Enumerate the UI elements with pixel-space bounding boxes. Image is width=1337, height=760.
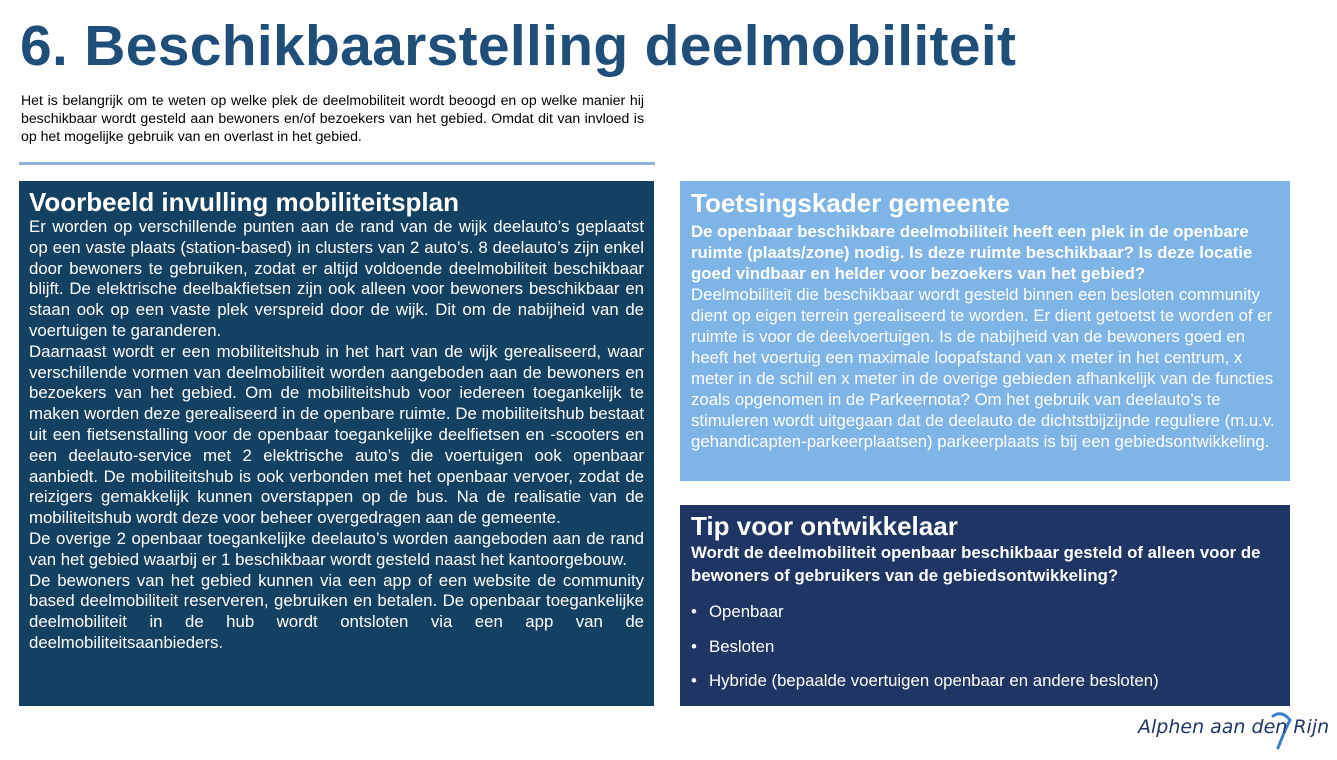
framework-body: Deelmobiliteit die beschikbaar wordt gesteld binnen een besloten community dient op eigen terrein gerealiseerd te worden. Er dient getoetst te worden of er ruimte is voor de deelvoertuigen. Is de nabijheid van de bewoners goed en heeft het voertuig een maximale loopafstand van x meter in het centrum, x meter in de schil en x meter in de overige gebieden afhankelijk van de functies zoals opgenomen in de Parkeernota? Om het gebruik van deelauto’s te stimuleren wordt uitgegaan dat de deelauto de dichtstbijzijnde reguliere (m.u.v. gehandicapten-parkeerplaatsen) parkeerplaats is bij een gebiedsontwikkeling. <box>691 285 1275 451</box>
tip-heading: Tip voor ontwikkelaar <box>691 511 958 541</box>
tip-options-list <box>691 595 1280 699</box>
bullet-icon: • <box>691 602 697 621</box>
option-label: Besloten <box>709 636 775 656</box>
page-title: 6. Beschikbaarstelling deelmobiliteit <box>20 14 1017 78</box>
logo-text: Alphen aan den Rijn <box>1138 716 1330 738</box>
list-item <box>691 630 1280 665</box>
example-paragraph: De overige 2 openbaar toegankelijke deelauto’s worden aangeboden aan de rand van het gebied waarbij er 1 beschikbaar wordt gesteld naast het kantoorgebouw. <box>29 528 644 569</box>
tip-panel <box>680 505 1290 706</box>
framework-question: De openbaar beschikbare deelmobiliteit heeft een plek in de openbare ruimte (plaats/zone) nodig. Is deze ruimte beschikbaar? Is deze locatie goed vindbaar en helder voor bezoekers van het gebied? <box>691 222 1253 283</box>
divider <box>19 162 655 165</box>
tip-question: Wordt de deelmobiliteit openbaar beschikbaar gesteld of alleen voor de bewoners of gebruikers van de gebiedsontwikkeling? <box>691 543 1261 585</box>
framework-heading: Toetsingskader gemeente <box>691 188 1010 218</box>
example-paragraph: De bewoners van het gebied kunnen via een app of een website de community based deelmobiliteit reserveren, gebruiken en betalen. De openbaar toegankelijke deelmobiliteit in de hub wordt ontsloten via een app van de deelmobiliteitsaanbieders. <box>29 570 644 652</box>
example-heading: Voorbeeld invulling mobiliteitsplan <box>29 187 459 217</box>
example-paragraph: Er worden op verschillende punten aan de rand van de wijk deelauto’s geplaatst op een vaste plaats (station-based) in clusters van 2 auto’s. 8 deelauto’s zijn enkel door bewoners te gebruiken, zodat er altijd voldoende deelmobiliteit beschikbaar blijft. De elektrische deelbakfietsen zijn ook alleen voor bewoners beschikbaar en staan ook op een vaste plek verspreid door de wijk. Dit om de nabijheid van de voertuigen te garanderen. <box>29 217 644 340</box>
list-item <box>691 664 1280 699</box>
bullet-icon: • <box>691 636 697 656</box>
list-item <box>691 595 1280 630</box>
option-label: Hybride (bepaalde voertuigen openbaar en andere besloten) <box>709 671 1159 690</box>
bullet-icon: • <box>691 671 697 690</box>
example-panel <box>19 181 654 706</box>
example-paragraph: Daarnaast wordt er een mobiliteitshub in het hart van de wijk gerealiseerd, waar verschillende vormen van deelmobiliteit worden aangeboden aan de bewoners en bezoekers van het gebied. Om de mobiliteitshub voor iedereen toegankelijk te maken worden deze gerealiseerd in de openbare ruimte. De mobiliteitshub bestaat uit een fietsenstalling voor de openbaar toegankelijke deelfietsen en -scooters en een deelauto-service met 2 elektrische auto’s die voertuigen ook openbaar aanbiedt. De mobiliteitshub is ook verbonden met het openbaar vervoer, zodat de reizigers gemakkelijk kunnen overstappen op de bus. Na de realisatie van de mobiliteitshub wordt deze voor beheer overgedragen aan de gemeente. <box>29 341 644 528</box>
municipality-logo <box>1138 710 1330 750</box>
intro-text: Het is belangrijk om te weten op welke plek de deelmobiliteit wordt beoogd en op welke manier hij beschikbaar wordt gesteld aan bewoners en/of bezoekers van het gebied. Omdat dit van invloed is op het mogelijke gebruik van en overlast in het gebied. <box>21 92 644 144</box>
option-label: Openbaar <box>709 602 784 621</box>
framework-panel <box>680 181 1290 481</box>
